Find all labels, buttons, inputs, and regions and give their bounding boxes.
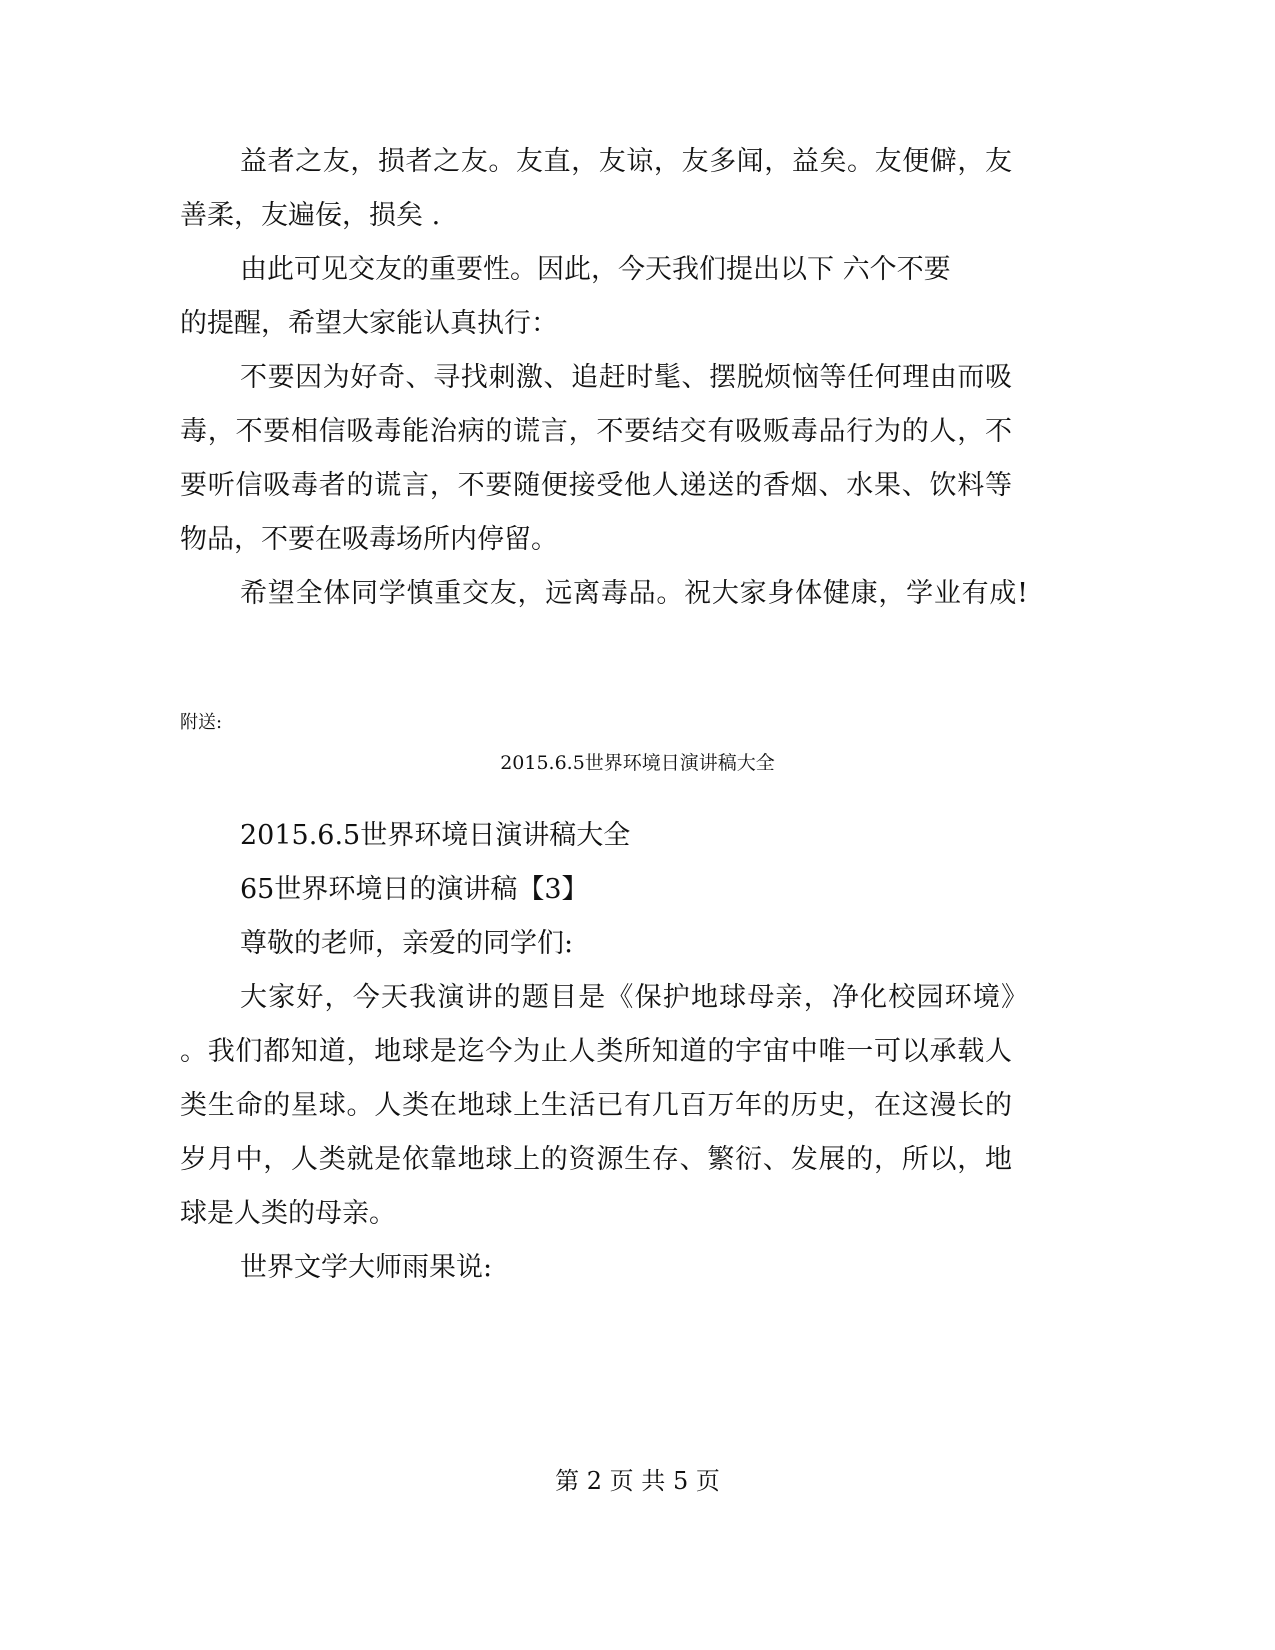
appendix-title: 2015.6.5世界环境日演讲稿大全 (500, 752, 775, 774)
s1-p4-line1: 希望全体同学慎重交友，远离毒品。祝大家身体健康，学业有成! (240, 578, 1028, 609)
s2-p1-line2: 。我们都知道，地球是迄今为止人类所知道的宇宙中唯一可以承载人 (180, 1036, 1012, 1067)
s1-p3-line2: 毒，不要相信吸毒能治病的谎言，不要结交有吸贩毒品行为的人，不 (180, 416, 1012, 447)
s2-p1-line5: 球是人类的母亲。 (180, 1198, 396, 1229)
s1-p2-line1: 由此可见交友的重要性。因此，今天我们提出以下 六个不要 (240, 254, 951, 285)
s1-p1-line2: 善柔，友遍佞，损矣 . (180, 200, 441, 231)
s2-greeting: 尊敬的老师，亲爱的同学们: (240, 928, 574, 959)
s2-p1-line3: 类生命的星球。人类在地球上生活已有几百万年的历史，在这漫长的 (180, 1090, 1012, 1121)
s2-p2-line1: 世界文学大师雨果说: (240, 1252, 493, 1283)
s2-p1-line1: 大家好，今天我演讲的题目是《保护地球母亲，净化校园环境》 (240, 982, 1028, 1013)
s1-p3-line3: 要听信吸毒者的谎言，不要随便接受他人递送的香烟、水果、饮料等 (180, 470, 1012, 501)
s2-p1-line4: 岁月中，人类就是依靠地球上的资源生存、繁衍、发展的，所以，地 (180, 1144, 1012, 1175)
s2-heading1: 2015.6.5世界环境日演讲稿大全 (240, 820, 631, 851)
s1-p2-line2: 的提醒，希望大家能认真执行： (180, 308, 558, 339)
appendix-label: 附送: (180, 712, 223, 733)
s1-p1-line1: 益者之友，损者之友。友直，友谅，友多闻，益矣。友便僻，友 (240, 146, 1012, 177)
page-number: 第 2 页 共 5 页 (555, 1467, 720, 1495)
s1-p3-line1: 不要因为好奇、寻找刺激、追赶时髦、摆脱烦恼等任何理由而吸 (240, 362, 1012, 393)
s2-heading2: 65世界环境日的演讲稿【3】 (240, 874, 589, 905)
s1-p3-line4: 物品，不要在吸毒场所内停留。 (180, 524, 558, 555)
